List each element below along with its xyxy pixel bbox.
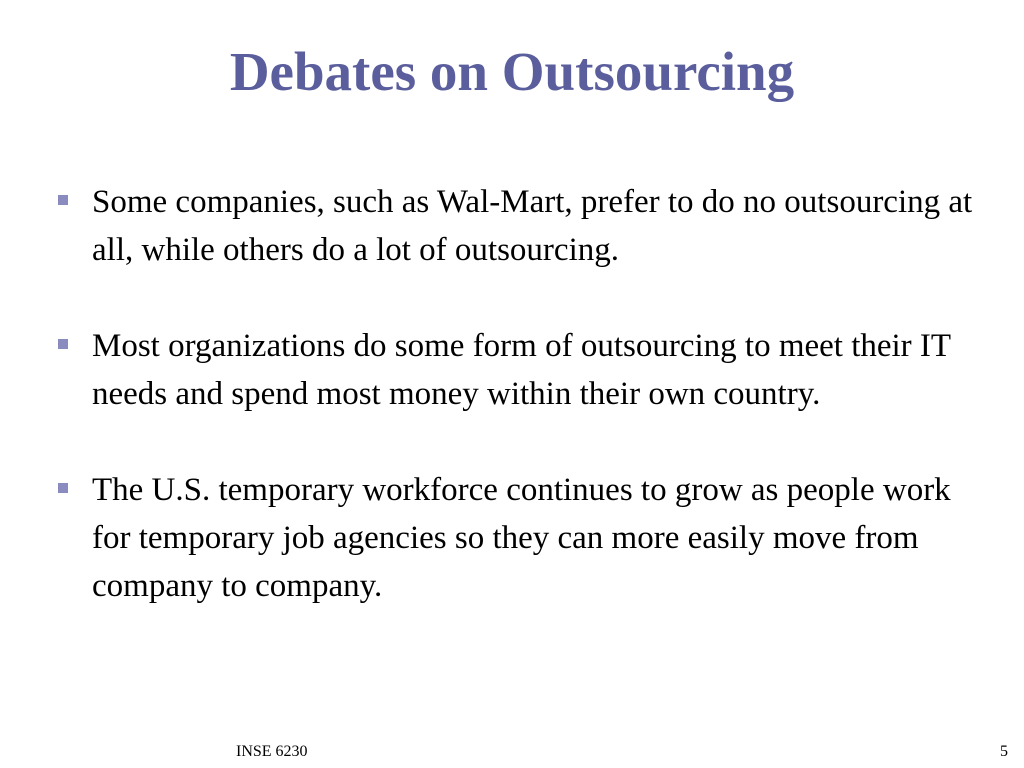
bullet-item [56, 178, 986, 274]
bullet-text: Some companies, such as Wal-Mart, prefer to do no outsourcing at all, while others do a lot of outsourcing. [92, 184, 973, 268]
bullet-item [56, 466, 986, 610]
bullet-item [56, 322, 986, 418]
footer-course-label: INSE 6230 [236, 743, 308, 760]
slide-number: 5 [1000, 743, 1008, 760]
bullet-list [56, 178, 986, 658]
slide-title: Debates on Outsourcing [229, 41, 795, 102]
square-bullet-icon [58, 483, 68, 493]
square-bullet-icon [58, 339, 68, 349]
bullet-text: Most organizations do some form of outsourcing to meet their IT needs and spend most money within their own country. [92, 328, 951, 412]
square-bullet-icon [58, 195, 68, 205]
bullet-text: The U.S. temporary workforce continues to grow as people work for temporary job agencies so they can more easily move from company to company. [92, 472, 951, 604]
